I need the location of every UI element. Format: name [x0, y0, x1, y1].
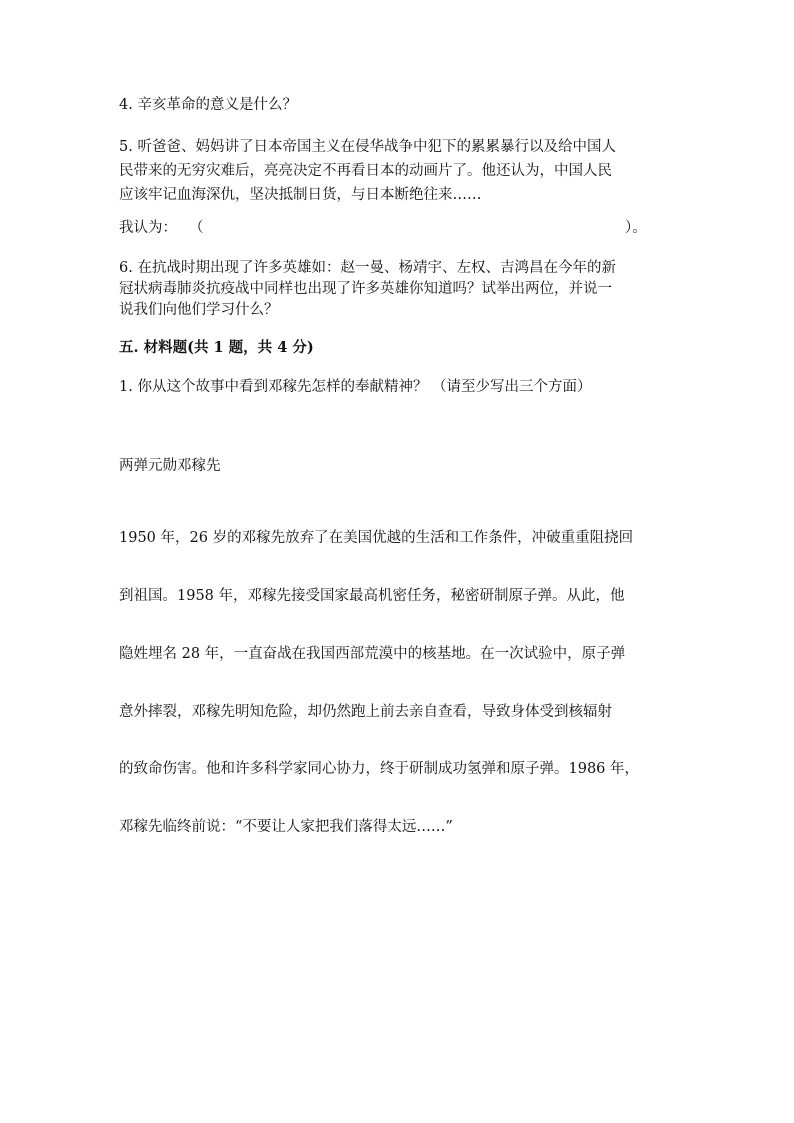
story-line: 1950 年，26 岁的邓稼先放弃了在美国优越的生活和工作条件，冲破重重阻挠回 — [119, 530, 634, 546]
question-5 — [119, 137, 616, 209]
question-5-line: 5. 听爸爸、妈妈讲了日本帝国主义在侵华战争中犯下的累累暴行以及给中国人 — [119, 139, 616, 155]
story-line: 到祖国。1958 年，邓稼先接受国家最高机密任务，秘密研制原子弹。从此，他 — [119, 588, 625, 604]
story-line: 邓稼先临终前说：“不要让人家把我们落得太远……” — [119, 819, 453, 835]
question-6 — [119, 258, 616, 321]
question-6-line: 说我们向他们学习什么？ — [119, 302, 279, 318]
story-line: 隐姓埋名 28 年，一直奋战在我国西部荒漠中的核基地。在一次试验中，原子弹 — [119, 646, 626, 662]
answer-line — [119, 218, 659, 238]
answer-close-paren: ）。 — [625, 220, 647, 236]
story-title: 两弹元勋邓稼先 — [119, 458, 221, 474]
question-6-line: 冠状病毒肺炎抗疫战中同样也出现了许多英雄你知道吗？试举出两位，并说一 — [119, 281, 612, 297]
question-5-line: 应该牢记血海深仇，坚决抵制日货，与日本断绝往来…… — [119, 187, 482, 203]
question-5-line: 民带来的无穷灾难后，亮亮决定不再看日本的动画片了。他还认为，中国人民 — [119, 163, 612, 179]
question-4: 4. 辛亥革命的意义是什么？ — [119, 97, 297, 113]
question-6-line: 6. 在抗战时期出现了许多英雄如：赵一曼、杨靖宇、左权、吉鸿昌在今年的新 — [119, 260, 616, 276]
answer-label: 我认为： — [119, 220, 177, 236]
story-line: 意外摔裂，邓稼先明知危险，却仍然跑上前去亲自查看，导致身体受到核辐射 — [119, 704, 612, 720]
story-line: 的致命伤害。他和许多科学家同心协力，终于研制成功氢弹和原子弹。1986 年， — [119, 761, 640, 777]
material-question-1: 1. 你从这个故事中看到邓稼先怎样的奉献精神？ （请至少写出三个方面） — [119, 379, 592, 395]
answer-open-paren: （ — [189, 220, 204, 236]
section-5-heading: 五. 材料题(共 1 题，共 4 分) — [119, 339, 314, 356]
